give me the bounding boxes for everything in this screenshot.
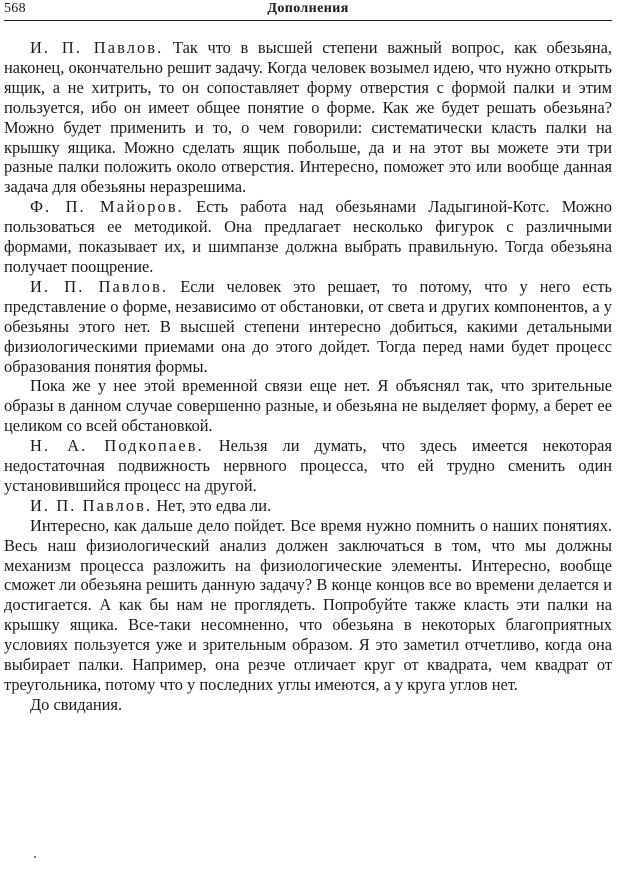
paragraph-text: Есть работа над обезьянами Ладыгиной-Котс. Можно пользоваться ее методикой. Она предлагает несколько фигурок с различными формами, показывает их, и шимпанзе должна выбрать правильную. Тогда обезьяна получает поощрение. — [4, 197, 612, 276]
paragraph-pavlov-5 — [4, 516, 612, 695]
speaker-name: И. П. Павлов. — [30, 38, 164, 57]
speaker-name: Н. А. Подкопаев. — [30, 436, 204, 456]
speaker-name: И. П. Павлов. — [30, 276, 169, 296]
speaker-name: И. П. Павлов. — [30, 495, 153, 515]
body-text — [4, 38, 612, 715]
paragraph-text: Пока же у нее этой временной связи еще нет. Я объяснял так, что зрительные образы в данном случае совершенно разные, и обезьяна не выделяет форму, а берет ее целиком со всей обстановкой. — [4, 376, 612, 436]
paragraph-pavlov-4 — [4, 496, 612, 516]
paragraph-farewell — [4, 695, 612, 715]
paragraph-podkopaev — [4, 436, 612, 496]
paragraph-text: Нельзя ли думать, что здесь имеется некоторая недостаточная подвижность нервного процесса, что ей трудно сменить один установившийся процесс на другой. — [4, 436, 612, 495]
page-number: 568 — [4, 1, 26, 16]
running-header — [4, 0, 612, 21]
print-speck — [34, 856, 36, 858]
paragraph-pavlov-2 — [4, 277, 612, 377]
paragraph-text: Нет, это едва ли. — [156, 495, 272, 515]
paragraph-pavlov-3 — [4, 376, 612, 436]
speaker-name: Ф. П. Майоров. — [30, 197, 184, 217]
paragraph-text: До свидания. — [30, 694, 123, 714]
paragraph-pavlov-1 — [4, 38, 612, 197]
paragraph-mayorov — [4, 197, 612, 277]
paragraph-text: Интересно, как дальше дело пойдет. Все время нужно помнить о наших понятиях. Весь наш физиологический анализ должен заключаться в том, что мы должны механизм процесса разложить на физиологические элементы. Интересно, вообще сможет ли обезьяна решить данную задачу? В конце концов все во времени делается и достигается. А как бы нам не проглядеть. Попробуйте также класть эти палки на крышку ящика. Все-таки несомненно, что обезьяна в некоторых благоприятных условиях пользуется уже и зрительным образом. Я это заметил отчетливо, когда она выбирает палки. Например, она резче отличает круг от квадрата, чем квадрат от треугольника, потому что у последних углы имеются, а у круга углов нет. — [4, 515, 612, 694]
paragraph-text: Так что в высшей степени важный вопрос, как обезьяна, наконец, окончательно решит задачу. Когда человек возымел идею, что нужно открыть ящик, а не хитрить, то он сопоставляет форму отверстия с формой палки и этим пользуется, ибо он имеет общее понятие о форме. Как же будет решать обезьяна? Можно будет применить и то, о чем говорили: систематически класть палки на крышку ящика. Можно сделать ящик побольше, да и на этот вы можете эти три разные палки положить около отверстия. Интересно, поможет это или вообще данная задача для обезьяны неразрешима. — [4, 38, 612, 197]
section-title: Дополнения — [267, 1, 349, 16]
paragraph-text: Если человек это решает, то потому, что у него есть представление о форме, независимо от обстановки, от света и других компонентов, а у обезьяны этого нет. В высшей степени интересно добиться, какими детальными физиологическими приемами она до этого дойдет. Тогда перед нами будет процесс образования понятия формы. — [4, 276, 612, 376]
